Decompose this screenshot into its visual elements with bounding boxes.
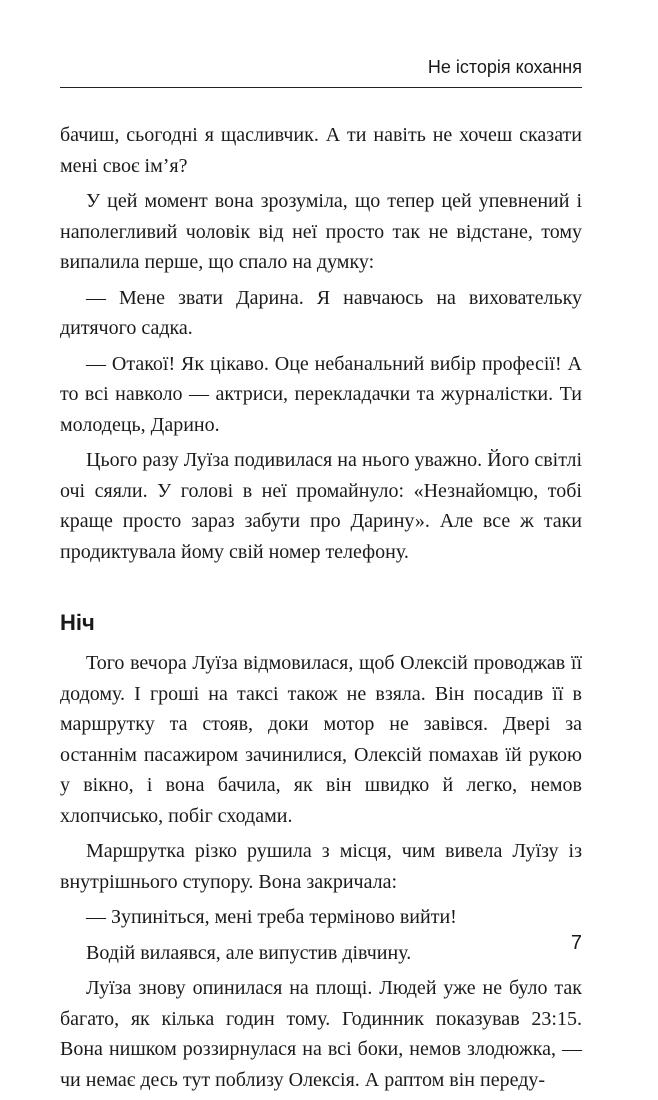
paragraph: — Зупиніться, мені треба терміново вийти! xyxy=(86,906,457,928)
paragraph: — Мене звати Дарина. Я навчаюсь на виховательку дитячого садка. xyxy=(60,286,582,339)
paragraph: Цього разу Луїза подивилася на нього уважно. Його світлі очі сяяли. У голові в неї промайнуло: «Незнайомцю, тобі краще просто зараз забути про Дарину». Але все ж таки продиктувала йому свій номер телефону. xyxy=(60,449,582,563)
paragraph: Того вечора Луїза відмовилася, щоб Олексій проводжав її додому. І гроші на таксі також не взяла. Він посадив її в маршрутку та стояв, доки мотор не завівся. Двері за останнім пасажиром зачинилися, Олексій помахав їй рукою у вікно, і вона бачила, як він швидко й легко, немов хлопчисько, побіг сходами. xyxy=(60,652,582,827)
section-heading: Ніч xyxy=(60,610,95,635)
header-rule xyxy=(60,87,582,88)
paragraph: — Отакої! Як цікаво. Оце небанальний вибір професії! А то всі навколо — актриси, перекладачки та журналістки. Ти молодець, Дарино. xyxy=(60,352,582,436)
running-header: Не історія кохання xyxy=(427,57,582,77)
paragraph: Маршрутка різко рушила з місця, чим вивела Луїзу із внутрішнього ступору. Вона закричала: xyxy=(60,840,582,893)
paragraph: У цей момент вона зрозуміла, що тепер цей упевнений і наполегливий чоловік від неї просто так не відстане, тому випалила перше, що спало на думку: xyxy=(60,190,582,273)
paragraph: Водій вилаявся, але випустив дівчину. xyxy=(86,941,412,964)
paragraph: бачиш, сьогодні я щасливчик. А ти навіть не хочеш сказати мені своє ім’я? xyxy=(60,124,582,177)
paragraph: Луїза знову опинилася на площі. Людей уже не було так багато, як кілька годин тому. Годинник показував 23:15. Вона нишком роззирнулася на всі боки, немов злодюжка, — чи немає десь тут поблизу Олексія. А раптом він переду- xyxy=(60,977,582,1091)
page-number: 7 xyxy=(570,932,582,954)
